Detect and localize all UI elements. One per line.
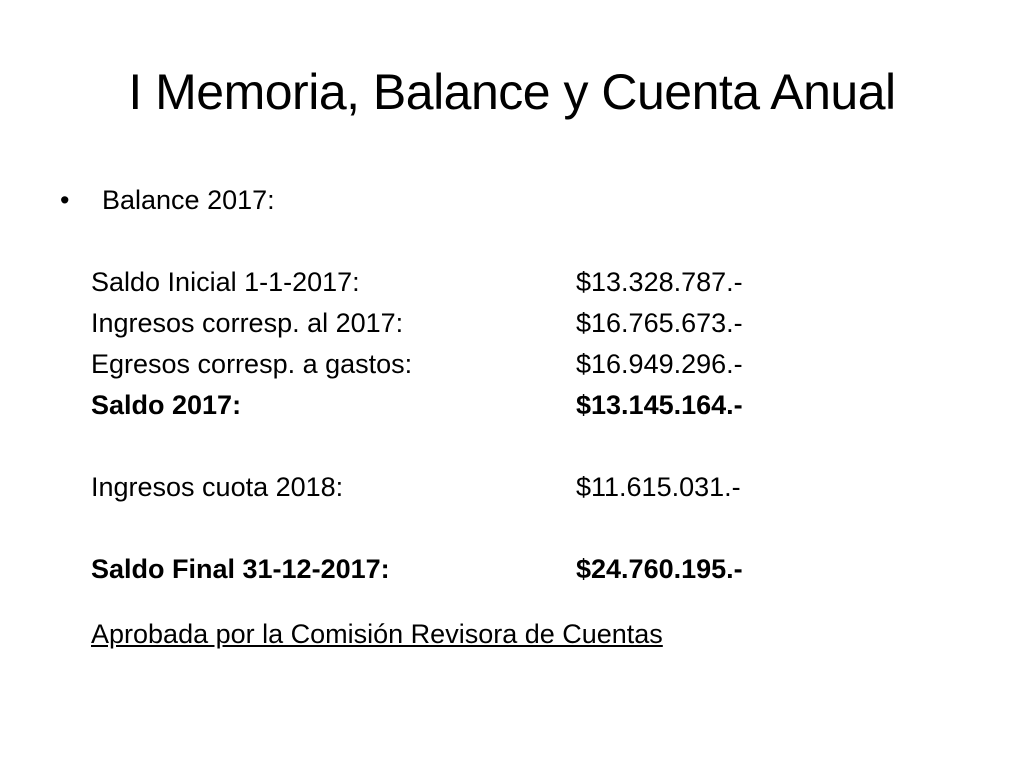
approval-note: Aprobada por la Comisión Revisora de Cuentas xyxy=(91,619,663,649)
ledger-row-saldo-inicial xyxy=(91,262,743,303)
ledger-row-ingresos-cuota xyxy=(91,467,743,508)
ledger-row-saldo-2017 xyxy=(91,385,743,426)
ledger-label: Saldo 2017: xyxy=(91,390,242,420)
balance-ledger xyxy=(91,262,743,590)
ledger-label: Ingresos corresp. al 2017: xyxy=(91,308,404,338)
bullet-icon: • xyxy=(60,185,70,215)
ledger-amount: $13.328.787.- xyxy=(576,267,743,297)
spacer xyxy=(91,426,743,467)
ledger-row-ingresos xyxy=(91,303,743,344)
ledger-label: Ingresos cuota 2018: xyxy=(91,472,344,502)
spacer xyxy=(91,508,743,549)
ledger-label: Saldo Inicial 1-1-2017: xyxy=(91,267,360,297)
bullet-item xyxy=(60,182,275,218)
ledger-row-egresos xyxy=(91,344,743,385)
bullet-text: Balance 2017: xyxy=(102,185,275,215)
ledger-amount: $16.949.296.- xyxy=(576,349,743,379)
ledger-amount: $16.765.673.- xyxy=(576,308,743,338)
ledger-row-saldo-final xyxy=(91,549,743,590)
slide-title: I Memoria, Balance y Cuenta Anual xyxy=(128,64,896,120)
ledger-label: Egresos corresp. a gastos: xyxy=(91,349,413,379)
ledger-amount: $11.615.031.- xyxy=(576,472,741,502)
ledger-amount: $13.145.164.- xyxy=(576,390,743,420)
ledger-label: Saldo Final 31-12-2017: xyxy=(91,554,390,584)
ledger-amount: $24.760.195.- xyxy=(576,554,743,584)
